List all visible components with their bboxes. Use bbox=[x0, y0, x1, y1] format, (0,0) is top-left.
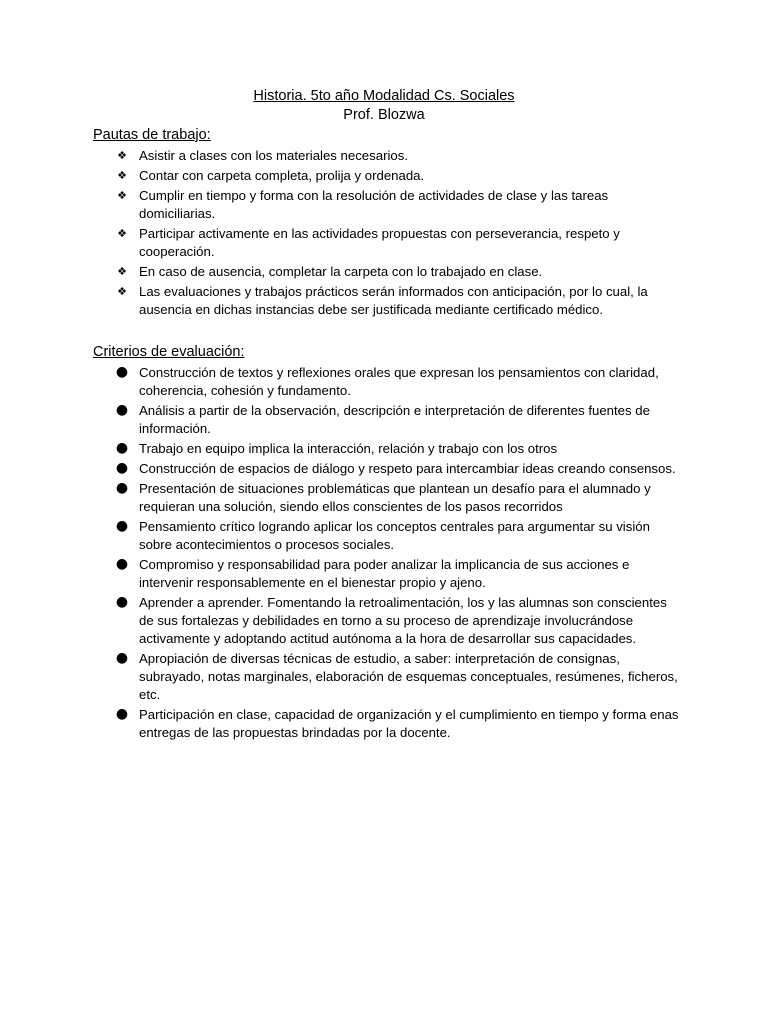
round-bullet-icon: ● bbox=[115, 460, 129, 476]
list-item: ● Apropiación de diversas técnicas de estudio, a saber: interpretación de consignas, subrayado, notas marginales, elaboración de esquemas conceptuales, resúmenes, ficheros, etc. bbox=[115, 650, 678, 702]
list-item: ● Compromiso y responsabilidad para poder analizar la implicancia de sus acciones e intervenir responsablemente en el bienestar propio y ajeno. bbox=[115, 556, 630, 590]
criterios-list bbox=[0, 364, 768, 744]
list-item: ● Construcción de espacios de diálogo y respeto para intercambiar ideas creando consensos. bbox=[115, 460, 676, 476]
round-bullet-icon: ● bbox=[115, 364, 129, 380]
list-item: ● Construcción de textos y reflexiones orales que expresan los pensamientos con claridad, coherencia, cohesión y fundamento. bbox=[115, 364, 659, 398]
diamond-bullet-icon: ❖ bbox=[117, 227, 127, 240]
round-bullet-icon: ● bbox=[115, 480, 129, 496]
list-item: ● Trabajo en equipo implica la interacción, relación y trabajo con los otros bbox=[115, 440, 558, 456]
diamond-bullet-icon: ❖ bbox=[117, 265, 127, 278]
list-item: ❖ Las evaluaciones y trabajos prácticos serán informados con anticipación, por lo cual, la ausencia en dichas instancias debe ser justificada mediante certificado médico. bbox=[0, 283, 679, 319]
list-item: ❖ Cumplir en tiempo y forma con la resolución de actividades de clase y las tareas domiciliarias. bbox=[0, 187, 679, 223]
diamond-bullet-icon: ❖ bbox=[117, 149, 127, 162]
list-item: ❖ Participar activamente en las actividades propuestas con perseverancia, respeto y cooperación. bbox=[0, 225, 679, 261]
round-bullet-icon: ● bbox=[115, 594, 129, 610]
round-bullet-icon: ● bbox=[115, 440, 129, 456]
document-subtitle: Prof. Blozwa bbox=[343, 107, 425, 123]
pautas-heading: Pautas de trabajo: bbox=[93, 127, 211, 143]
list-item: ● Presentación de situaciones problemáticas que plantean un desafío para el alumnado y requieran una solución, siendo ellos conscientes de los pasos recorridos bbox=[115, 480, 651, 514]
round-bullet-icon: ● bbox=[115, 650, 129, 666]
list-item: ● Participación en clase, capacidad de organización y el cumplimiento en tiempo y forma enas entregas de las propuestas brindadas por la docente. bbox=[115, 706, 679, 740]
diamond-bullet-icon: ❖ bbox=[117, 189, 127, 202]
diamond-bullet-icon: ❖ bbox=[117, 169, 127, 182]
round-bullet-icon: ● bbox=[115, 518, 129, 534]
round-bullet-icon: ● bbox=[115, 402, 129, 418]
list-item: ● Análisis a partir de la observación, descripción e interpretación de diferentes fuentes de información. bbox=[115, 402, 650, 436]
criterios-heading: Criterios de evaluación: bbox=[93, 344, 245, 360]
pautas-list bbox=[0, 147, 768, 321]
round-bullet-icon: ● bbox=[115, 706, 129, 722]
list-item: ❖ Asistir a clases con los materiales necesarios. bbox=[0, 147, 679, 165]
list-item: ❖ En caso de ausencia, completar la carpeta con lo trabajado en clase. bbox=[0, 263, 679, 281]
diamond-bullet-icon: ❖ bbox=[117, 285, 127, 298]
document-title: Historia. 5to año Modalidad Cs. Sociales bbox=[253, 88, 515, 104]
list-item: ● Pensamiento crítico logrando aplicar los conceptos centrales para argumentar su visión sobre acontecimientos o procesos sociales. bbox=[115, 518, 650, 552]
list-item: ● Aprender a aprender. Fomentando la retroalimentación, los y las alumnas son conscientes de sus fortalezas y debilidades en torno a su proceso de aprendizaje involucrándose activamente y adoptando actitud autónoma a la hora de desarrollar sus capacidades. bbox=[115, 594, 667, 646]
list-item: ❖ Contar con carpeta completa, prolija y ordenada. bbox=[0, 167, 679, 185]
round-bullet-icon: ● bbox=[115, 556, 129, 572]
